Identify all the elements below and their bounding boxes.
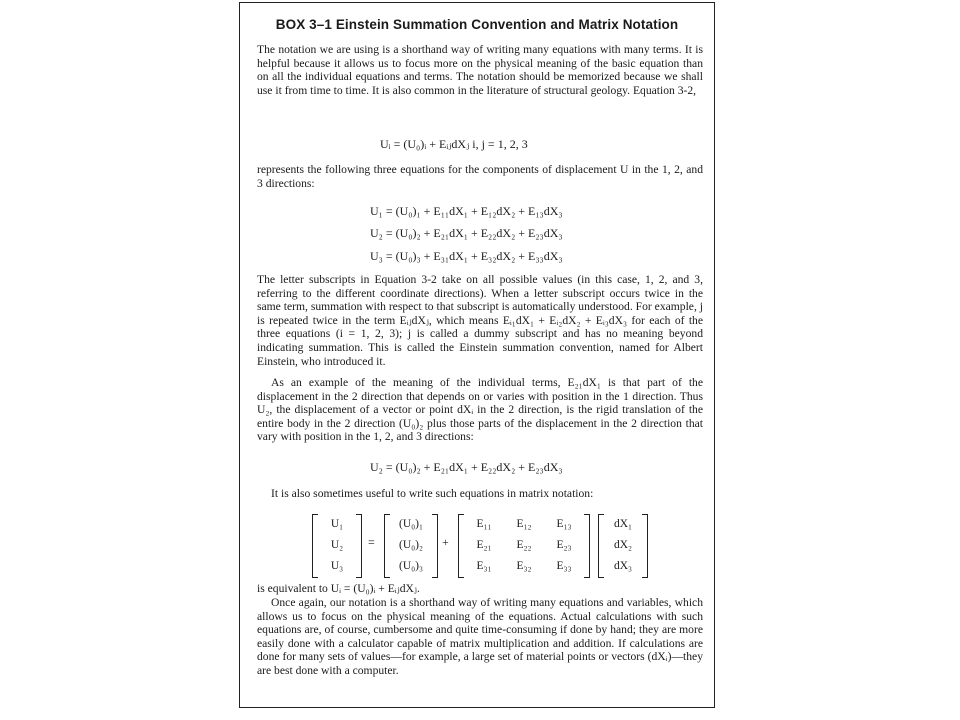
equation-u2: U₂ = (U₀)₂ + E₂₁dX₁ + E₂₂dX₂ + E₂₃dX₃ xyxy=(370,226,563,240)
equation-main: Uᵢ = (U₀)ᵢ + EᵢⱼdXⱼ i, j = 1, 2, 3 xyxy=(380,137,528,151)
bracket-right-U0 xyxy=(432,514,438,578)
matrix-E-row-2 xyxy=(464,535,584,556)
matrix-E-22: E₂₂ xyxy=(516,539,532,551)
matrix-dX-2: dX₂ xyxy=(613,539,633,551)
bracket-right-U xyxy=(356,514,362,578)
paragraph-equivalent: is equivalent to Uᵢ = (U₀)ᵢ + EᵢⱼdXⱼ. xyxy=(257,582,420,595)
equation-u2-expanded: U₂ = (U₀)₂ + E₂₁dX₁ + E₂₂dX₂ + E₂₃dX₃ xyxy=(370,460,563,474)
matrix-U0-3: (U₀)₃ xyxy=(399,560,423,572)
matrix-dX-3: dX₃ xyxy=(613,560,633,572)
matrix-U-1: U₁ xyxy=(330,518,344,530)
matrix-E-21: E₂₁ xyxy=(476,539,492,551)
textbook-box xyxy=(239,2,715,708)
paragraph-matrix-intro: It is also sometimes useful to write such equations in matrix notation: xyxy=(271,487,594,500)
matrix-U0-1: (U₀)₁ xyxy=(399,518,423,530)
matrix-E-13: E₁₃ xyxy=(556,518,572,530)
paragraph-subscripts: The letter subscripts in Equation 3-2 take on all possible values (in this case, 1, 2, and 3, referring to the different coordinate directions). When a letter subscript occurs twice in the same term, summation with respect to that subscript is automatically understood. For example, j is repeated twice in the term EᵢⱼdXⱼ, which means Eᵢ₁dX₁ + Eᵢ₂dX₂ + Eᵢ₃dX₃ for each of the three equations (i = 1, 2, 3); j is called a dummy subscript and has no meaning beyond indicating summation. This is called the Einstein summation convention, named for Albert Einstein, who introduced it. xyxy=(257,273,703,368)
matrix-E-33: E₃₃ xyxy=(556,560,572,572)
matrix-E-23: E₂₃ xyxy=(556,539,572,551)
equation-u1: U₁ = (U₀)₁ + E₁₁dX₁ + E₁₂dX₂ + E₁₃dX₃ xyxy=(370,204,563,218)
box-title: BOX 3–1 Einstein Summation Convention and Matrix Notation xyxy=(275,17,679,32)
bracket-right-dX xyxy=(642,514,648,578)
paragraph-represents: represents the following three equations for the components of displacement U in the 1, 2, and 3 directions: xyxy=(257,163,703,190)
matrix-E-32: E₃₂ xyxy=(516,560,532,572)
matrix-U0 xyxy=(390,514,432,577)
paragraph-conclusion: Once again, our notation is a shorthand way of writing many equations and variables, which allows us to focus on the physical meaning of the equations. Actual calculations with such equations are, of course, cumbersome and quite time-consuming if done by hand; they are more easily done with a calculator capable of matrix multiplication and addition. If calculations are done for many sets of values—for example, a large set of material points or vectors (dXᵢ)—they are best done with a computer. xyxy=(257,596,703,677)
matrix-E-31: E₃₁ xyxy=(476,560,492,572)
matrix-U xyxy=(318,514,356,577)
equation-u3: U₃ = (U₀)₃ + E₃₁dX₁ + E₃₂dX₂ + E₃₃dX₃ xyxy=(370,249,563,263)
matrix-dX xyxy=(604,514,642,577)
matrix-U-2: U₂ xyxy=(330,539,344,551)
matrix-U0-2: (U₀)₂ xyxy=(399,539,423,551)
equals-sign: = xyxy=(368,535,375,549)
plus-sign: + xyxy=(442,535,449,549)
paragraph-example: As an example of the meaning of the individual terms, E₂₁dX₁ is that part of the displacement in the 2 direction that depends on or varies with position in the 1 direction. Thus U₂, the displacement of a vector or point dXᵢ in the 2 direction, is the rigid translation of the entire body in the 2 direction (U₀)₂ plus those parts of the displacement in the 2 direction that vary with position in the 1, 2, and 3 directions: xyxy=(257,376,703,444)
matrix-dX-1: dX₁ xyxy=(613,518,633,530)
matrix-E-12: E₁₂ xyxy=(516,518,532,530)
matrix-E xyxy=(464,514,584,577)
paragraph-intro: The notation we are using is a shorthand way of writing many equations with many terms. It is helpful because it allows us to focus more on the physical meaning of the basic equation than on all the individual equations and terms. The notation should be memorized because we shall use it from time to time. It is also common in the literature of structural geology. Equation 3-2, xyxy=(257,43,703,97)
matrix-E-row-3 xyxy=(464,556,584,577)
matrix-U-3: U₃ xyxy=(330,560,344,572)
bracket-right-E xyxy=(584,514,590,578)
matrix-E-row-1 xyxy=(464,514,584,535)
matrix-E-11: E₁₁ xyxy=(476,518,492,530)
